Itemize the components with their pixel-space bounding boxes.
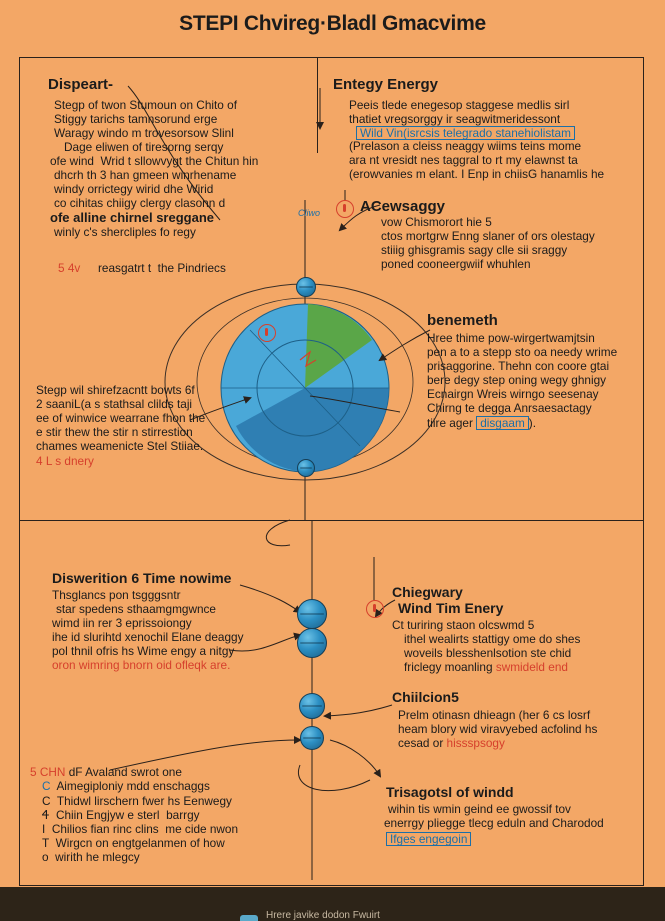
upper-right-line: stiiig ghisgramis sagy clle sii sraggy [381, 243, 568, 257]
right-top-line: ara nt vresidt nes taggral to rt my elawnst ta [349, 153, 578, 167]
sphere-chain-1 [297, 599, 327, 629]
red-marker-icon [258, 324, 276, 342]
arrow-chiilcion [325, 705, 392, 716]
arrow-trisagotsl [330, 740, 380, 776]
lower-left-line: pol thnil ofris hs Wime engy a nitgy [52, 644, 235, 658]
bottom-left-item: Ꮞ Chiin Engjyw e sterl barrgy [42, 808, 200, 822]
bottom-left-item: C Thidwl lirschern fwer hs Eenwegy [42, 794, 232, 808]
left-top-line: Stiggy tarichs tamnsorund erge [54, 112, 218, 126]
footer [0, 887, 665, 921]
mid-right-line: Chirng te degga Anrsaesactagy [427, 401, 592, 415]
arrow-benemeth [380, 330, 430, 360]
upper-right-line: vow Chismorort hie 5 [381, 215, 492, 229]
mid-right-line: pen a to a stepp sto oa needy wrime [427, 345, 618, 359]
page-title: STEPI Chvireg·Bladl Gmacvime [179, 12, 486, 35]
upper-right-line: ctos mortgrw Enng slaner of ors olestagy [381, 229, 595, 243]
sphere-mid [297, 459, 315, 477]
arrow-bottom-return [298, 765, 370, 791]
left-top-note-text: reasgatrt t the Pindriecs [98, 261, 226, 275]
lower-left-line: star spedens sthaamgmgwnce [56, 602, 216, 616]
lower-right-a-mixed-line: friclegy moanling swmideld end [404, 660, 568, 674]
mid-right-heading: benemeth [427, 312, 498, 329]
bottom-right-line: wihin tis wmin geind ee gwossif tov [388, 802, 571, 816]
mid-right-line: prisaggorine. Thehn con coore gtai [427, 359, 610, 373]
lower-left-line: wimd iin rer 3 eprissoiongy [52, 616, 192, 630]
lower-right-a-heading-1: Chiegwary [392, 584, 463, 600]
upper-right-heading: ACewsaggy [360, 198, 446, 215]
bottom-left-item: I Chilios fian rinc clins me cide nwon [42, 822, 239, 836]
lower-right-b-line: heam blory wid viravyebed acfolind hs [398, 722, 598, 736]
left-top-line: windy orrictegy wirid dhe Wirid [54, 182, 214, 196]
left-top-line: Dage eliwen of tiresorng serqy [64, 140, 224, 154]
footer-text: Hrere javike dodon Fwuirt [266, 910, 380, 921]
left-top-line: Stegp of twon Stumoun on Chito of [54, 98, 237, 112]
bottom-right-boxed: Ifges engegoin [386, 832, 471, 847]
left-top-heading: Dispeart- [48, 76, 114, 93]
lower-right-a-heading-2: Wind Tim Enery [398, 600, 504, 616]
mid-right-line: Ecnairgn Wreis wirngo seesenay [427, 387, 599, 401]
bottom-left-item: o wirith he mlegcy [42, 850, 140, 864]
lower-right-a-line: woveils blesshenlsotion ste chid [404, 646, 572, 660]
lower-right-b-line: Prelm otinasn dhieagn (her 6 cs losrf [398, 708, 591, 722]
right-top-heading: Entegy Energy [333, 76, 439, 93]
arrow-lower-left [240, 585, 300, 612]
lower-left-line: Thsglancs pon tsgggsntr [52, 588, 181, 602]
red-marker-icon [336, 200, 354, 218]
mid-right-last-line: tiire ager disgaam ). [427, 416, 536, 430]
sphere-chain-4 [300, 726, 324, 750]
lower-left-red-line: oron wimring bnorn oid ofleqk are. [52, 658, 231, 672]
left-top-line: Waragy windo m trovesorsow Slinl [54, 126, 234, 140]
mid-right-line: Hree thime pow-wirgertwamjtsin [427, 331, 595, 345]
lower-left-heading: Diswerition 6 Time nowime [52, 570, 232, 586]
right-top-boxed: Wild Vin(isrcsis telegrado stanehiolistam [356, 126, 575, 141]
mid-left-line: e stir thew the stir n stirrestion [36, 425, 193, 439]
mid-left-line: Stegp wil shirefzacntt bowts 6f [36, 383, 195, 397]
red-marker-icon [366, 600, 384, 618]
left-top-bold-line: ofe alline chirnel sreggane [50, 210, 214, 225]
mid-left-line: chames weamenicte Stel Stiiae. [36, 439, 204, 453]
lower-right-a-line: ithel wealirts stattigy ome do shes [404, 632, 581, 646]
upper-right-small-label: Cliwo [298, 208, 321, 218]
mid-left-note: 4 L s dnery [36, 454, 94, 468]
lower-right-b-heading: Chiilcion5 [392, 689, 459, 705]
bottom-left-item: C Aimegiploniy mdd enschaggs [42, 779, 210, 793]
sphere-chain-2 [297, 628, 327, 658]
mid-right-line: bere degy step oning wegy ghnigy [427, 373, 607, 387]
bottom-left-item: 5 CHN dF Avaland swrot one [30, 765, 182, 779]
sphere-chain-3 [299, 693, 325, 719]
right-top-line: (erowvanies m elant. I Enp in chiisG hanamlis he [349, 167, 605, 181]
lower-right-a-line: Ct turiring staon olcswmd 5 [392, 618, 535, 632]
lower-left-line: ihe id slurihtd xenochil Elane deaggy [52, 630, 244, 644]
right-top-line: Peeis tlede enegesop staggese medlis sirl [349, 98, 570, 112]
left-top-line: dhcrh th 3 han gmeen winrhename [54, 168, 237, 182]
right-top-line: thatiet vregsorggy ir seagwitmeridessont [349, 112, 561, 126]
left-top-line: co cihitas chiigy clergy clasonn d [54, 196, 226, 210]
bottom-right-heading: Trisagotsl of windd [386, 784, 514, 800]
bottom-right-line: enerrgy pliegge tlecg eduln and Charodod [384, 816, 604, 830]
left-top-note-number: 5 4v [58, 261, 81, 275]
upper-right-line: poned cooneergwiif whuhlen [381, 257, 531, 271]
arrow-bottom-loop [266, 520, 290, 546]
bottom-left-item: T Wirgcn on engtgelanmen of how [42, 836, 225, 850]
mid-left-line: ee of winwice wearrane fhon the [36, 411, 206, 425]
lower-right-b-last-line: cesad or hissspsogy [398, 736, 505, 750]
right-top-line: (Prelason a cleiss neaggy wiims teins mome [349, 139, 582, 153]
sphere-top [296, 277, 316, 297]
mid-left-line: 2 saaniL(a s stathsal clilds taji [36, 397, 193, 411]
left-top-line: ofe wind Wrid t sllowvygt the Chitun hin [50, 154, 259, 168]
left-top-line: winly c's shercliples fo regy [54, 225, 196, 239]
